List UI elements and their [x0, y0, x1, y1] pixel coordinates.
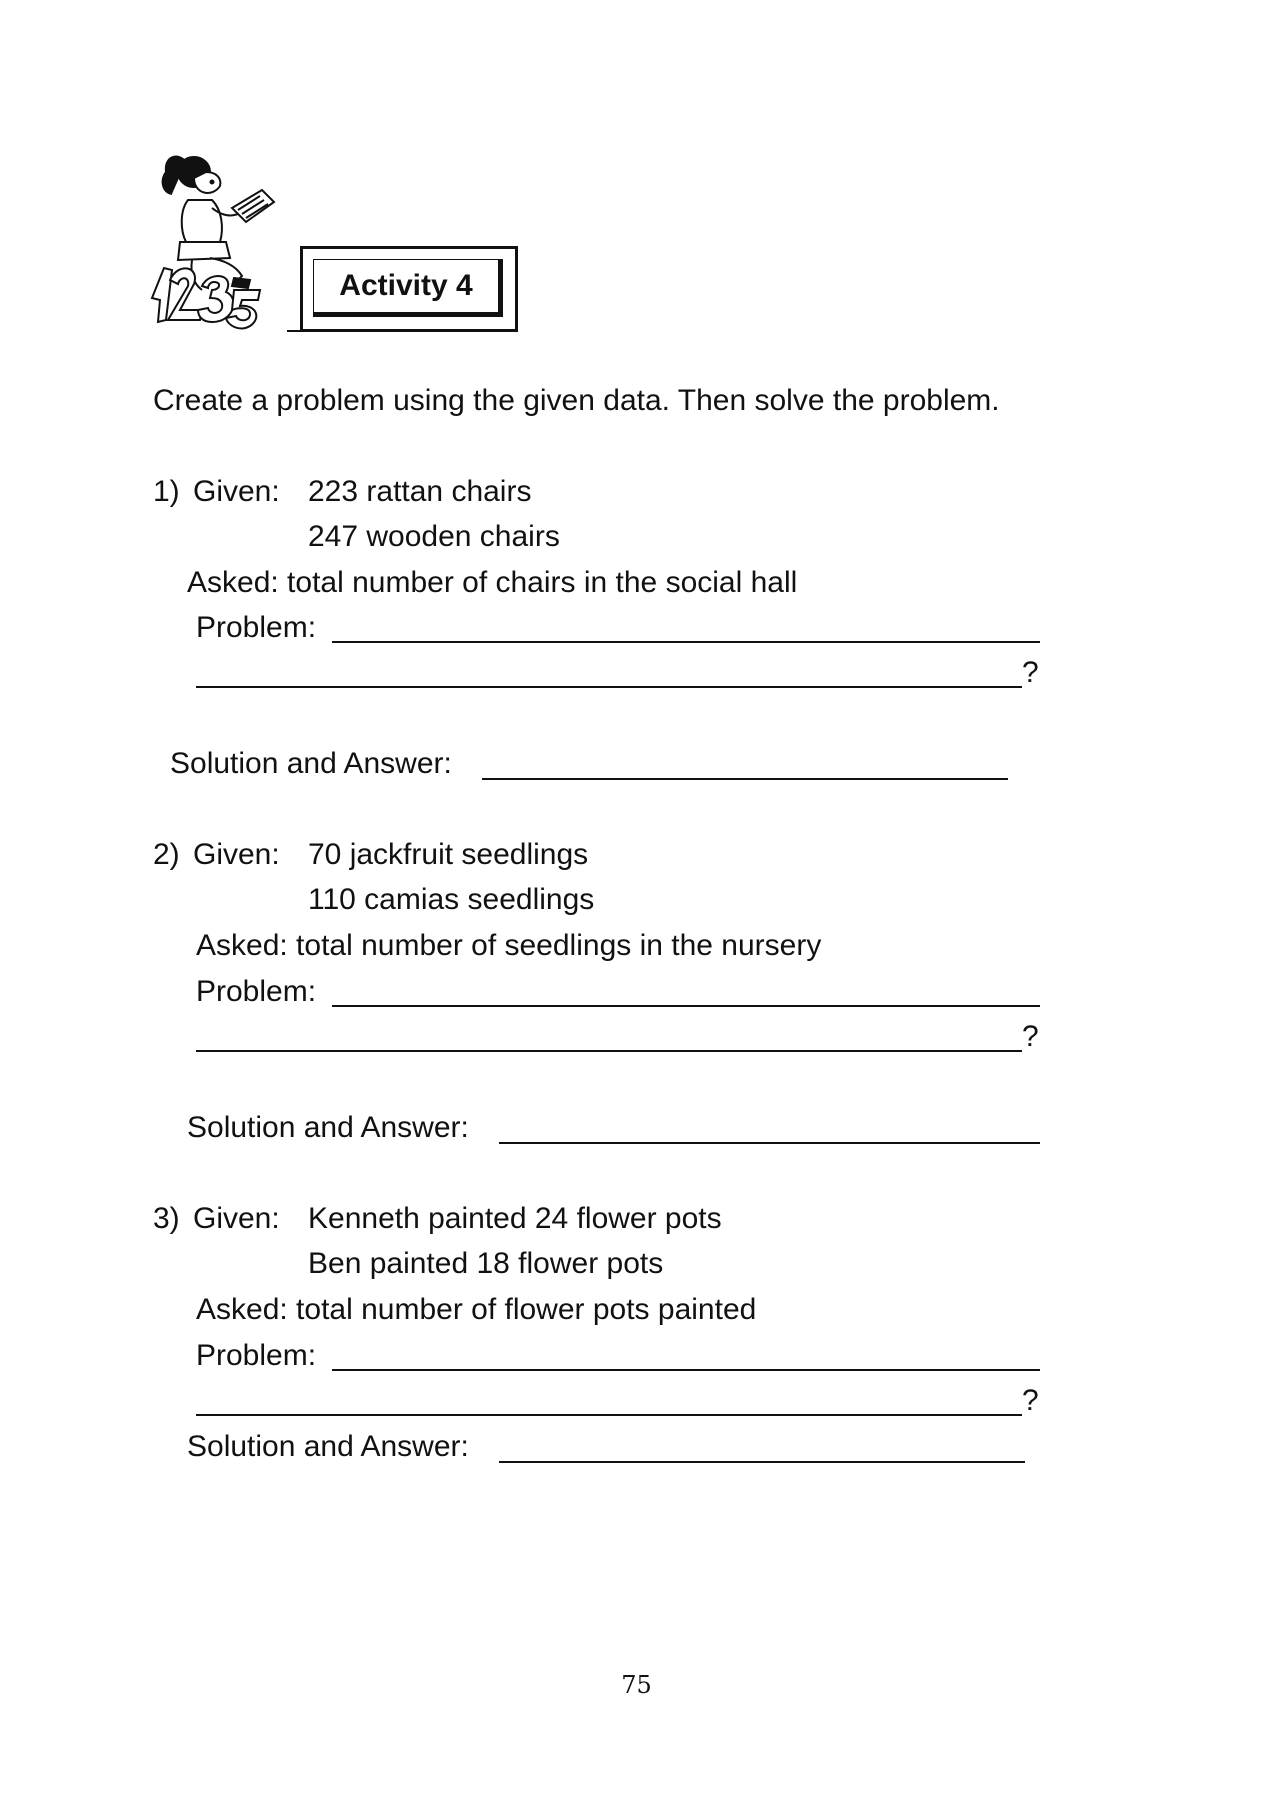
problem-3-given-line-1: Kenneth painted 24 flower pots: [308, 1202, 722, 1235]
problem-2-problem-label: Problem:: [196, 975, 317, 1008]
problem-1-asked: Asked: total number of chairs in the social hall: [187, 566, 798, 599]
problem-3-solution-line[interactable]: [499, 1461, 1025, 1463]
problem-2-answer-line-2[interactable]: [196, 1050, 1022, 1052]
activity-title: Activity 4: [339, 269, 473, 302]
problem-1-number: 1): [153, 475, 180, 508]
problem-1-answer-line-2[interactable]: [196, 686, 1022, 688]
girl-with-calculator-icon: [150, 150, 310, 335]
problem-2-solution-line[interactable]: [499, 1142, 1040, 1144]
activity-title-box: [300, 246, 518, 332]
page-number: 75: [621, 1671, 652, 1699]
instructions: Create a problem using the given data. Then solve the problem.: [153, 384, 1000, 417]
problem-3-asked: Asked: total number of flower pots painted: [196, 1293, 757, 1326]
problem-3-question-mark: ?: [1022, 1384, 1039, 1417]
problem-1-given-line-2: 247 wooden chairs: [308, 520, 560, 553]
problem-1-given-label: Given:: [193, 475, 280, 508]
problem-3-answer-line-1[interactable]: [332, 1369, 1040, 1371]
problem-1-given-line-1: 223 rattan chairs: [308, 475, 532, 508]
activity-title-inner: [313, 259, 503, 317]
problem-1-question-mark: ?: [1022, 656, 1039, 689]
problem-2-question-mark: ?: [1022, 1020, 1039, 1053]
problem-3-number: 3): [153, 1202, 180, 1235]
problem-1-solution-label: Solution and Answer:: [170, 747, 452, 780]
problem-2-answer-line-1[interactable]: [332, 1005, 1040, 1007]
problem-2-given-line-2: 110 camias seedlings: [308, 883, 595, 916]
problem-2-asked: Asked: total number of seedlings in the nursery: [196, 929, 822, 962]
problem-3-answer-line-2[interactable]: [196, 1414, 1022, 1416]
problem-3-solution-label: Solution and Answer:: [187, 1430, 469, 1463]
problem-2-number: 2): [153, 838, 180, 871]
problem-2-given-line-1: 70 jackfruit seedlings: [308, 838, 589, 871]
problem-2-solution-label: Solution and Answer:: [187, 1111, 469, 1144]
problem-3-given-line-2: Ben painted 18 flower pots: [308, 1247, 664, 1280]
problem-1-solution-line[interactable]: [482, 778, 1008, 780]
problem-1-answer-line-1[interactable]: [332, 641, 1040, 643]
problem-3-problem-label: Problem:: [196, 1339, 317, 1372]
activity-underline: [287, 330, 303, 332]
problem-1-problem-label: Problem:: [196, 611, 317, 644]
problem-2-given-label: Given:: [193, 838, 280, 871]
problem-3-given-label: Given:: [193, 1202, 280, 1235]
